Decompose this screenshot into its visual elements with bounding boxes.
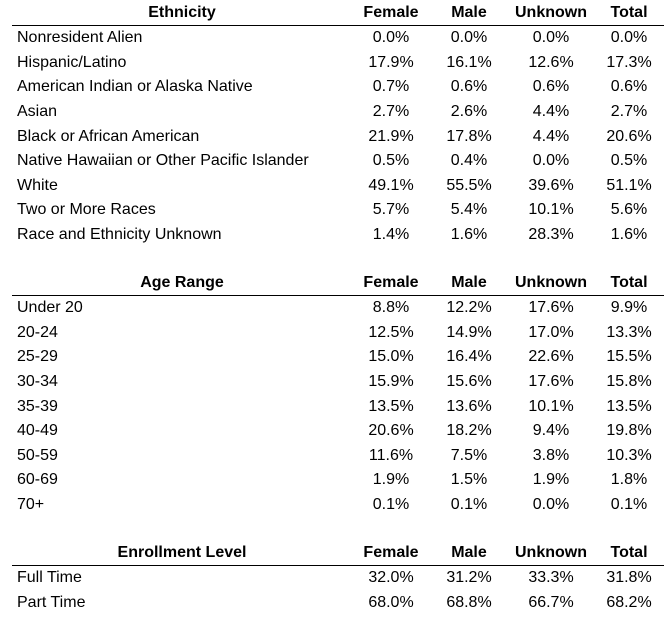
cell-female: 13.5% <box>368 397 414 415</box>
cell-female: 20.6% <box>368 422 414 440</box>
cell-male: 13.6% <box>446 397 492 415</box>
row-label: 25-29 <box>17 348 58 366</box>
table-row <box>12 566 664 591</box>
cell-female: 12.5% <box>368 323 414 341</box>
row-label: 70+ <box>17 496 45 514</box>
cell-male: 5.4% <box>450 201 488 219</box>
row-label: Native Hawaiian or Other Pacific Islander <box>17 152 309 170</box>
column-header-female: Female <box>352 541 430 566</box>
age-range-header: Age Range <box>12 271 352 296</box>
cell-total: 15.8% <box>606 373 652 391</box>
cell-male: 16.1% <box>446 53 492 71</box>
cell-total: 0.5% <box>610 152 648 170</box>
cell-female: 32.0% <box>368 569 414 587</box>
cell-total: 0.6% <box>610 78 648 96</box>
age-range-header-row <box>12 271 664 296</box>
cell-unknown: 0.0% <box>532 29 570 47</box>
cell-male: 31.2% <box>446 569 492 587</box>
cell-male: 17.8% <box>446 127 492 145</box>
table-row <box>12 51 664 76</box>
table-row <box>12 493 664 518</box>
cell-male: 7.5% <box>450 446 488 464</box>
column-header-unknown: Unknown <box>508 271 594 296</box>
cell-unknown: 28.3% <box>528 226 574 244</box>
column-header-unknown: Unknown <box>508 541 594 566</box>
table-row <box>12 394 664 419</box>
cell-female: 21.9% <box>368 127 414 145</box>
cell-unknown: 33.3% <box>528 569 574 587</box>
table-row <box>12 345 664 370</box>
cell-female: 0.1% <box>372 496 410 514</box>
table-row <box>12 75 664 100</box>
cell-unknown: 4.4% <box>532 127 570 145</box>
cell-unknown: 10.1% <box>528 201 574 219</box>
ethnicity-header: Ethnicity <box>12 1 352 26</box>
cell-female: 1.9% <box>372 471 410 489</box>
cell-female: 68.0% <box>368 593 414 611</box>
row-label: Full Time <box>17 569 82 587</box>
cell-male: 55.5% <box>446 176 492 194</box>
row-label: Two or More Races <box>17 201 156 219</box>
row-label: Under 20 <box>17 299 83 317</box>
enrollment-level-header: Enrollment Level <box>12 541 352 566</box>
row-label: Part Time <box>17 593 86 611</box>
cell-male: 2.6% <box>450 103 488 121</box>
ethnicity-rows <box>12 26 664 248</box>
row-label: Hispanic/Latino <box>17 53 127 71</box>
cell-male: 0.1% <box>450 496 488 514</box>
cell-female: 1.4% <box>372 226 410 244</box>
cell-unknown: 0.0% <box>532 496 570 514</box>
cell-unknown: 66.7% <box>528 593 574 611</box>
table-row <box>12 124 664 149</box>
column-header-male: Male <box>430 541 508 566</box>
cell-male: 68.8% <box>446 593 492 611</box>
cell-total: 1.6% <box>610 226 648 244</box>
table-row <box>12 444 664 469</box>
cell-total: 9.9% <box>610 299 648 317</box>
cell-unknown: 10.1% <box>528 397 574 415</box>
cell-male: 14.9% <box>446 323 492 341</box>
column-header-male: Male <box>430 271 508 296</box>
cell-total: 1.8% <box>610 471 648 489</box>
table-row <box>12 468 664 493</box>
cell-total: 68.2% <box>606 593 652 611</box>
cell-male: 16.4% <box>446 348 492 366</box>
cell-unknown: 17.0% <box>528 323 574 341</box>
row-label: 35-39 <box>17 397 58 415</box>
cell-male: 0.0% <box>450 29 488 47</box>
cell-total: 31.8% <box>606 569 652 587</box>
row-label: 20-24 <box>17 323 58 341</box>
cell-female: 0.7% <box>372 78 410 96</box>
table-row <box>12 370 664 395</box>
cell-male: 1.5% <box>450 471 488 489</box>
cell-total: 15.5% <box>606 348 652 366</box>
column-header-female: Female <box>352 271 430 296</box>
cell-male: 15.6% <box>446 373 492 391</box>
cell-male: 0.6% <box>450 78 488 96</box>
table-row <box>12 591 664 616</box>
cell-unknown: 0.6% <box>532 78 570 96</box>
column-header-total: Total <box>594 1 664 26</box>
table-row <box>12 223 664 248</box>
table-row <box>12 26 664 51</box>
column-header-unknown: Unknown <box>508 1 594 26</box>
cell-unknown: 12.6% <box>528 53 574 71</box>
cell-unknown: 17.6% <box>528 373 574 391</box>
row-label: White <box>17 176 58 194</box>
row-label: Asian <box>17 103 58 121</box>
cell-male: 18.2% <box>446 422 492 440</box>
cell-female: 0.5% <box>372 152 410 170</box>
cell-unknown: 1.9% <box>532 471 570 489</box>
age-range-rows <box>12 296 664 518</box>
cell-female: 15.0% <box>368 348 414 366</box>
cell-unknown: 3.8% <box>532 446 570 464</box>
column-header-female: Female <box>352 1 430 26</box>
cell-total: 17.3% <box>606 53 652 71</box>
row-label: Nonresident Alien <box>17 29 143 47</box>
cell-unknown: 9.4% <box>532 422 570 440</box>
cell-total: 19.8% <box>606 422 652 440</box>
table-row <box>12 174 664 199</box>
column-header-total: Total <box>594 541 664 566</box>
cell-total: 2.7% <box>610 103 648 121</box>
cell-total: 51.1% <box>606 176 652 194</box>
cell-total: 20.6% <box>606 127 652 145</box>
cell-unknown: 0.0% <box>532 152 570 170</box>
column-header-total: Total <box>594 271 664 296</box>
cell-unknown: 4.4% <box>532 103 570 121</box>
cell-total: 0.1% <box>610 496 648 514</box>
age-range-table <box>12 271 664 517</box>
row-label: 40-49 <box>17 422 58 440</box>
cell-female: 0.0% <box>372 29 410 47</box>
row-label: 60-69 <box>17 471 58 489</box>
cell-female: 2.7% <box>372 103 410 121</box>
cell-male: 1.6% <box>450 226 488 244</box>
table-row <box>12 419 664 444</box>
column-header-male: Male <box>430 1 508 26</box>
row-label: American Indian or Alaska Native <box>17 78 253 96</box>
enrollment-level-rows <box>12 566 664 616</box>
enrollment-level-table <box>12 541 664 615</box>
row-label: 50-59 <box>17 446 58 464</box>
table-row <box>12 321 664 346</box>
row-label: Black or African American <box>17 127 200 145</box>
cell-unknown: 39.6% <box>528 176 574 194</box>
cell-total: 5.6% <box>610 201 648 219</box>
table-row <box>12 198 664 223</box>
cell-total: 0.0% <box>610 29 648 47</box>
cell-female: 5.7% <box>372 201 410 219</box>
cell-unknown: 17.6% <box>528 299 574 317</box>
cell-male: 12.2% <box>446 299 492 317</box>
cell-unknown: 22.6% <box>528 348 574 366</box>
cell-male: 0.4% <box>450 152 488 170</box>
row-label: 30-34 <box>17 373 58 391</box>
cell-female: 8.8% <box>372 299 410 317</box>
cell-female: 11.6% <box>368 446 414 464</box>
table-row <box>12 296 664 321</box>
table-row <box>12 149 664 174</box>
row-label: Race and Ethnicity Unknown <box>17 226 222 244</box>
table-row <box>12 100 664 125</box>
ethnicity-header-row <box>12 1 664 26</box>
cell-female: 49.1% <box>368 176 414 194</box>
ethnicity-table <box>12 1 664 247</box>
cell-total: 13.5% <box>606 397 652 415</box>
cell-female: 15.9% <box>368 373 414 391</box>
enrollment-level-header-row <box>12 541 664 566</box>
cell-female: 17.9% <box>368 53 414 71</box>
cell-total: 10.3% <box>606 446 652 464</box>
cell-total: 13.3% <box>606 323 652 341</box>
